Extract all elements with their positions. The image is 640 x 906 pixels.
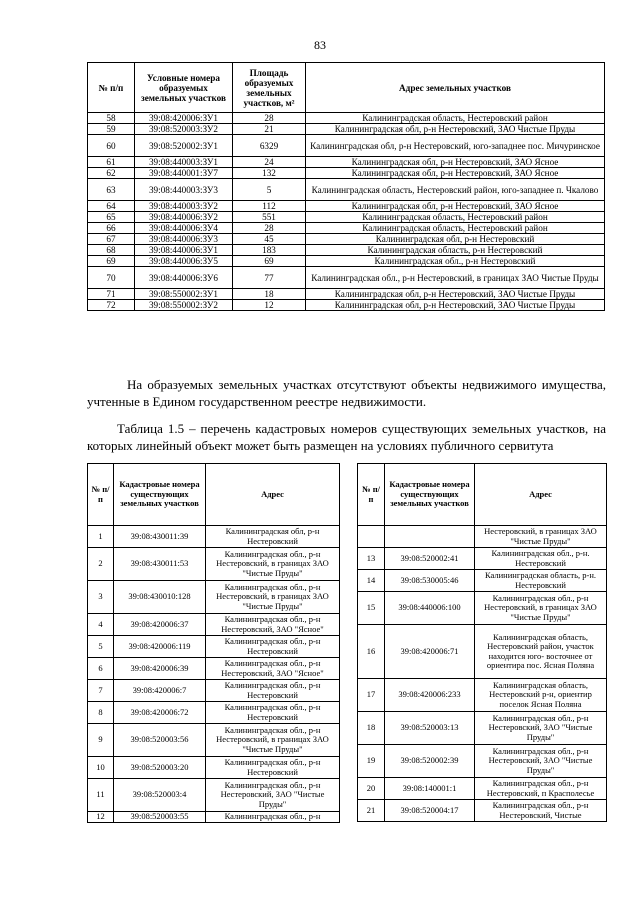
cell-cadastral-number: 39:08:430011:53	[114, 548, 206, 581]
table-row	[88, 614, 340, 636]
cell-number: 64	[88, 201, 135, 212]
cell-address: Калининградская область, Нестеровский район	[306, 212, 605, 223]
cell-number: 58	[88, 113, 135, 124]
cell-number: 17	[358, 679, 385, 712]
table-row	[88, 157, 605, 168]
cell-number: 12	[88, 812, 114, 823]
cell-conditional-number: 39:08:520003:ЗУ2	[135, 124, 233, 135]
cell-cadastral-number: 39:08:420006:37	[114, 614, 206, 636]
cell-area: 183	[233, 245, 306, 256]
cell-area: 551	[233, 212, 306, 223]
cell-number: 19	[358, 745, 385, 778]
table-row	[358, 625, 607, 679]
cell-number: 65	[88, 212, 135, 223]
cell-number: 15	[358, 592, 385, 625]
cell-area: 24	[233, 157, 306, 168]
table-row	[358, 679, 607, 712]
table-row	[88, 223, 605, 234]
cell-address: Калининградская обл., р-н Нестеровский	[206, 680, 340, 702]
land-plots-table	[87, 62, 605, 311]
cell-cadastral-number: 39:08:420006:233	[385, 679, 475, 712]
cell-address: Калининградская обл, р-н Нестеровский, ЗАО Чистые Пруды	[306, 289, 605, 300]
table-row	[358, 592, 607, 625]
cell-address: Калининградская обл, р-н Нестеровский, ЗАО Чистые Пруды	[306, 124, 605, 135]
header-conditional-numbers: Условные номера образуемых земельных участков	[135, 63, 233, 113]
cell-cadastral-number: 39:08:420006:7	[114, 680, 206, 702]
table-row	[88, 256, 605, 267]
table-row	[88, 201, 605, 212]
cell-conditional-number: 39:08:440003:ЗУ1	[135, 157, 233, 168]
cell-area: 112	[233, 201, 306, 212]
cell-cadastral-number: 39:08:520003:56	[114, 724, 206, 757]
cell-cadastral-number: 39:08:420006:119	[114, 636, 206, 658]
cell-number: 3	[88, 581, 114, 614]
table-row	[358, 745, 607, 778]
cell-conditional-number: 39:08:440006:ЗУ4	[135, 223, 233, 234]
table-row	[88, 680, 340, 702]
cell-area: 18	[233, 289, 306, 300]
cell-cadastral-number: 39:08:520003:20	[114, 757, 206, 779]
cell-number: 4	[88, 614, 114, 636]
cell-cadastral-number: 39:08:520003:4	[114, 779, 206, 812]
header-address: Адрес земельных участков	[306, 63, 605, 113]
cell-conditional-number: 39:08:440006:ЗУ5	[135, 256, 233, 267]
table-row	[88, 548, 340, 581]
cell-number	[358, 526, 385, 548]
header-cadastral-numbers: Кадастровые номера существующих земельных участков	[385, 464, 475, 526]
cell-number: 21	[358, 800, 385, 822]
cell-cadastral-number: 39:08:520004:17	[385, 800, 475, 822]
cell-number: 5	[88, 636, 114, 658]
table-row	[88, 581, 340, 614]
cell-address: Калининградская область, р-н Нестеровский	[306, 245, 605, 256]
cell-number: 59	[88, 124, 135, 135]
cell-conditional-number: 39:08:440006:ЗУ2	[135, 212, 233, 223]
table-row	[88, 135, 605, 157]
cell-number: 69	[88, 256, 135, 267]
table-row	[88, 234, 605, 245]
cell-cadastral-number: 39:08:520002:41	[385, 548, 475, 570]
cell-address: Калининградская обл, р-н Нестеровский	[306, 234, 605, 245]
table-row	[88, 212, 605, 223]
cell-address: Калининградская обл., р-н Нестеровский, ЗАО "Чистые Пруды"	[475, 712, 607, 745]
cell-address: Калининградская обл., р-н Нестеровский, ЗАО "Чистые Пруды"	[475, 745, 607, 778]
cell-number: 63	[88, 179, 135, 201]
header-cadastral-numbers: Кадастровые номера существующих земельных участков	[114, 464, 206, 526]
cell-cadastral-number: 39:08:440006:100	[385, 592, 475, 625]
cell-cadastral-number: 39:08:530005:46	[385, 570, 475, 592]
cell-area: 45	[233, 234, 306, 245]
cadastral-table-right	[357, 463, 607, 822]
table-row	[88, 812, 340, 823]
cell-area: 77	[233, 267, 306, 289]
cell-address: Калининградская обл., р-н Нестеровский, ЗАО "Чистые Пруды"	[206, 779, 340, 812]
cell-area: 21	[233, 124, 306, 135]
paragraph-no-real-estate: На образуемых земельных участках отсутствуют объекты недвижимого имущества, учтенные в Едином государственном реестре недвижимости.	[87, 377, 606, 409]
cell-address: Калининградская обл., р-н Нестеровский	[206, 636, 340, 658]
table-header-row	[88, 63, 605, 113]
cell-cadastral-number: 39:08:420006:72	[114, 702, 206, 724]
cell-area: 6329	[233, 135, 306, 157]
cell-address: Нестеровский, в границах ЗАО "Чистые Пруды"	[475, 526, 607, 548]
cell-address: Калининградская область, Нестеровский район, юго-западнее п. Чкалово	[306, 179, 605, 201]
cell-address: Калининградская обл., р-н Нестеровский, в границах ЗАО "Чистые Пруды"	[475, 592, 607, 625]
cell-address: Калининградская обл., р-н Нестеровский, в границах ЗАО Чистые Пруды	[306, 267, 605, 289]
page-number: 83	[314, 38, 326, 52]
cell-number: 61	[88, 157, 135, 168]
cell-address: Калининградская обл., р-н Нестеровский, Чистые	[475, 800, 607, 822]
cell-address: Калининградская обл., р-н Нестеровский, п Красполесье	[475, 778, 607, 800]
cell-conditional-number: 39:08:440006:ЗУ3	[135, 234, 233, 245]
cell-conditional-number: 39:08:550002:ЗУ1	[135, 289, 233, 300]
cell-address: Калининградская обл., р-н Нестеровский, ЗАО "Ясное"	[206, 658, 340, 680]
cell-number: 8	[88, 702, 114, 724]
cell-conditional-number: 39:08:440001:ЗУ7	[135, 168, 233, 179]
cell-address: Калининградская область, Нестеровский р-н, ориентир поселок Ясная Поляна	[475, 679, 607, 712]
cell-area: 12	[233, 300, 306, 311]
cell-cadastral-number: 39:08:520003:55	[114, 812, 206, 823]
cell-address: Калининградская обл., р-н Нестеровский, в границах ЗАО "Чистые Пруды"	[206, 724, 340, 757]
cell-address: Калининградская обл., р-н. Нестеровский	[475, 548, 607, 570]
cell-conditional-number: 39:08:440006:ЗУ6	[135, 267, 233, 289]
table-row	[88, 779, 340, 812]
table-row	[88, 724, 340, 757]
cell-conditional-number: 39:08:520002:ЗУ1	[135, 135, 233, 157]
table-header-row	[88, 464, 340, 526]
table-header-row	[358, 464, 607, 526]
table-row	[88, 124, 605, 135]
cell-address: Калининградская обл., р-н Нестеровский, ЗАО "Ясное"	[206, 614, 340, 636]
table-row	[88, 300, 605, 311]
cell-cadastral-number: 39:08:420006:71	[385, 625, 475, 679]
table-row	[358, 778, 607, 800]
table-row	[88, 636, 340, 658]
cell-address: Калининградская обл., р-н Нестеровский	[206, 702, 340, 724]
cell-number: 11	[88, 779, 114, 812]
header-number: № п/п	[88, 464, 114, 526]
cell-address: Калининградская обл., р-н Нестеровский	[306, 256, 605, 267]
header-address: Адрес	[475, 464, 607, 526]
cell-number: 60	[88, 135, 135, 157]
table-row	[88, 757, 340, 779]
table-row	[358, 548, 607, 570]
table-row	[88, 267, 605, 289]
cell-address: Калининградская обл, р-н Нестеровский, ЗАО Ясное	[306, 168, 605, 179]
cell-cadastral-number: 39:08:430011:39	[114, 526, 206, 548]
table-row	[88, 113, 605, 124]
cell-area: 5	[233, 179, 306, 201]
cell-cadastral-number: 39:08:420006:39	[114, 658, 206, 680]
cell-address: Калининградская область, Нестеровский район, участок находится юго- восточнее от ориентира пос. Ясная Поляна	[475, 625, 607, 679]
cell-address: Калининградская обл, р-н Нестеровский, ЗАО Ясное	[306, 201, 605, 212]
cell-conditional-number: 39:08:550002:ЗУ2	[135, 300, 233, 311]
cell-number: 7	[88, 680, 114, 702]
cell-number: 20	[358, 778, 385, 800]
header-area: Площадь образуемых земельных участков, м²	[233, 63, 306, 113]
table-row	[88, 179, 605, 201]
table-row	[88, 658, 340, 680]
cell-number: 1	[88, 526, 114, 548]
cell-number: 18	[358, 712, 385, 745]
table-row	[358, 712, 607, 745]
cell-address: Калининградская обл, р-н Нестеровский, ЗАО Ясное	[306, 157, 605, 168]
paragraph-table-caption: Таблица 1.5 – перечень кадастровых номеров существующих земельных участков, на которых линейный объект может быть размещен на условиях публичного сервитута	[87, 421, 606, 453]
table-row	[88, 289, 605, 300]
cell-cadastral-number: 39:08:430010:128	[114, 581, 206, 614]
table-row	[88, 526, 340, 548]
table-row	[88, 168, 605, 179]
cell-area: 132	[233, 168, 306, 179]
cell-conditional-number: 39:08:440003:ЗУ2	[135, 201, 233, 212]
cell-number: 71	[88, 289, 135, 300]
table-row	[358, 526, 607, 548]
cell-address: Калининградская область, Нестеровский район	[306, 113, 605, 124]
cell-address: Калининградская область, р-н. Нестеровский	[475, 570, 607, 592]
cell-number: 66	[88, 223, 135, 234]
cell-address: Калининградская обл., р-н Нестеровский	[206, 757, 340, 779]
cell-number: 14	[358, 570, 385, 592]
table-row	[88, 702, 340, 724]
cell-conditional-number: 39:08:420006:ЗУ1	[135, 113, 233, 124]
cell-conditional-number: 39:08:440006:ЗУ1	[135, 245, 233, 256]
cell-area: 69	[233, 256, 306, 267]
cell-address: Калининградская обл., р-н	[206, 812, 340, 823]
cell-number: 2	[88, 548, 114, 581]
cell-number: 13	[358, 548, 385, 570]
cell-number: 68	[88, 245, 135, 256]
header-address: Адрес	[206, 464, 340, 526]
header-number: № п/п	[88, 63, 135, 113]
table-row	[88, 245, 605, 256]
cell-number: 72	[88, 300, 135, 311]
cell-number: 70	[88, 267, 135, 289]
cell-cadastral-number: 39:08:520003:13	[385, 712, 475, 745]
cell-number: 62	[88, 168, 135, 179]
cell-area: 28	[233, 223, 306, 234]
cell-cadastral-number: 39:08:140001:1	[385, 778, 475, 800]
cell-address: Калининградская обл, р-н Нестеровский, ЗАО Чистые Пруды	[306, 300, 605, 311]
cell-number: 16	[358, 625, 385, 679]
cell-address: Калининградская обл, р-н Нестеровский, юго-западнее пос. Мичуринское	[306, 135, 605, 157]
cadastral-table-left	[87, 463, 340, 823]
cell-address: Калининградская область, Нестеровский район	[306, 223, 605, 234]
cell-address: Калининградская обл., р-н Нестеровский, в границах ЗАО "Чистые Пруды"	[206, 548, 340, 581]
cell-conditional-number: 39:08:440003:ЗУ3	[135, 179, 233, 201]
cell-address: Калининградская обл, р-н Нестеровский	[206, 526, 340, 548]
cell-number: 9	[88, 724, 114, 757]
cell-address: Калининградская обл., р-н Нестеровский, в границах ЗАО "Чистые Пруды"	[206, 581, 340, 614]
table-row	[358, 570, 607, 592]
cell-cadastral-number: 39:08:520002:39	[385, 745, 475, 778]
cell-number: 6	[88, 658, 114, 680]
cell-number: 10	[88, 757, 114, 779]
cell-area: 28	[233, 113, 306, 124]
cell-cadastral-number	[385, 526, 475, 548]
cell-number: 67	[88, 234, 135, 245]
table-row	[358, 800, 607, 822]
header-number: № п/п	[358, 464, 385, 526]
